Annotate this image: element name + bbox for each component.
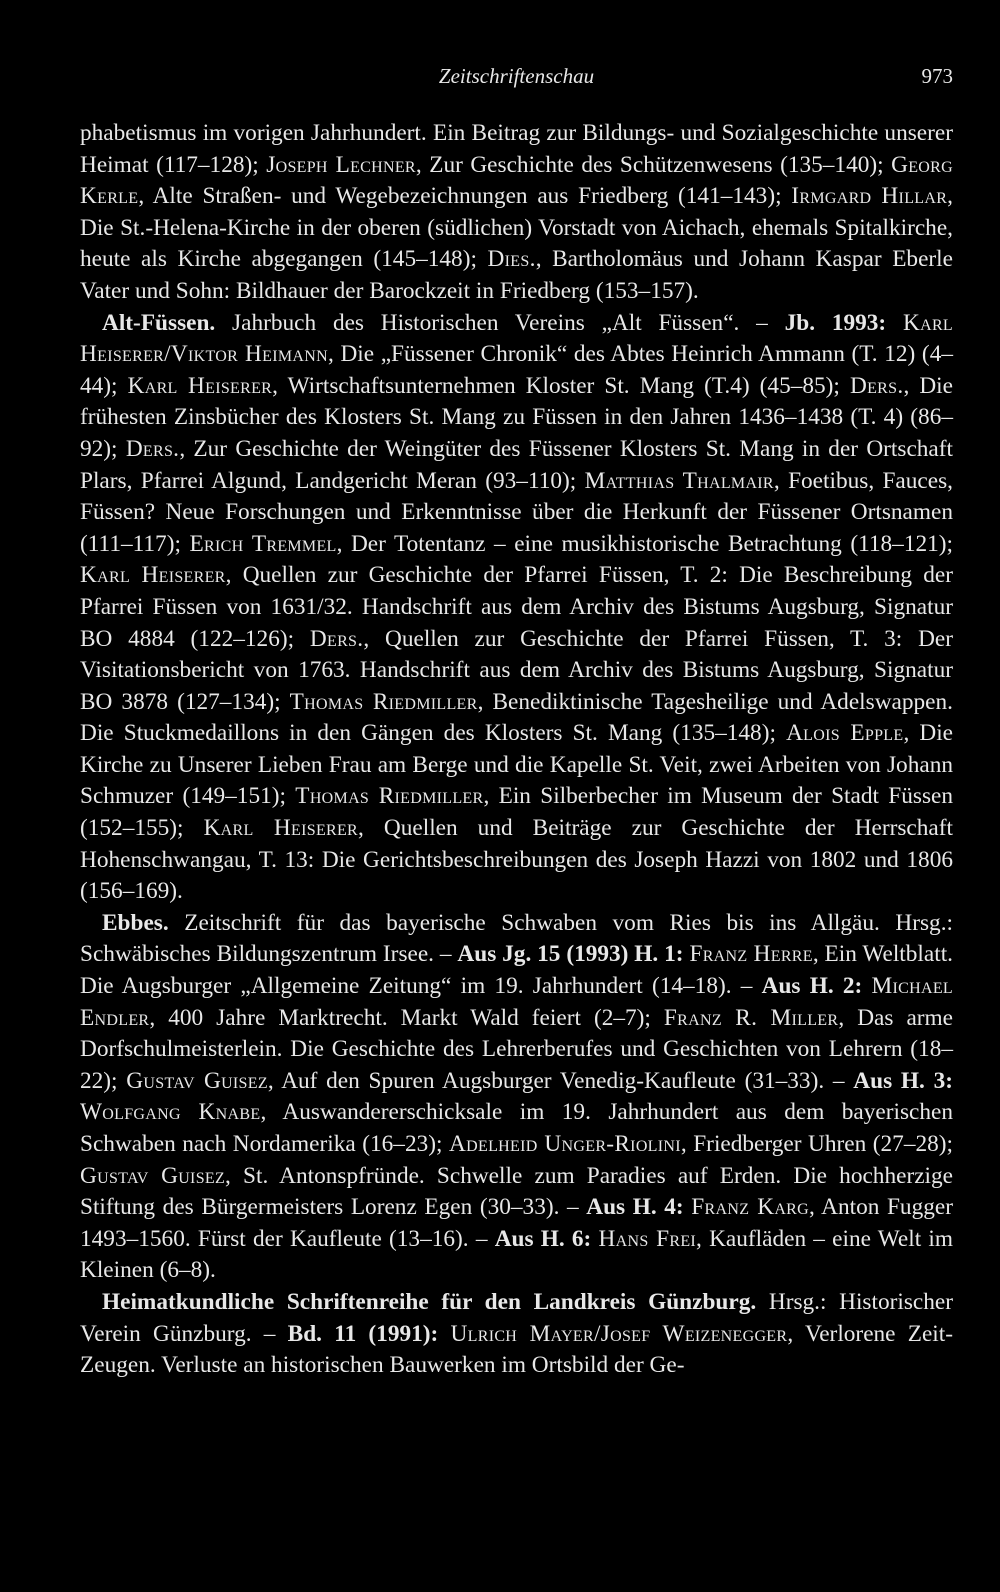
author-name: Georg Kerle [80, 151, 953, 210]
journal-entry-paragraph [80, 908, 953, 1287]
text-run: , Quellen und Beiträge zur Geschichte der Herrschaft Hohenschwangau, T. 13: Die Gerichtsbeschreibungen des Joseph Hazzi von 1802 und 1806 (156–169). [80, 815, 953, 905]
author-name: Karl Heiserer/Viktor Heimann [80, 309, 953, 368]
document-page [80, 58, 953, 1382]
bold-heading: Alt-Füssen. [102, 309, 216, 336]
text-run: , Kaufläden – eine Welt im Kleinen (6–8). [80, 1225, 953, 1284]
bold-heading: Aus Jg. 15 (1993) H. 1: [457, 941, 684, 968]
text-run: , Quellen zur Geschichte der Pfarrei Füssen, T. 2: Die Beschreibung der Pfarrei Füssen von 1631/32. Handschrift aus dem Archiv des Bistums Augsburg, Signatur BO 4884 (122–126); [80, 562, 953, 652]
page-number: 973 [921, 64, 953, 88]
author-name: Adelheid Unger-Riolini [449, 1131, 681, 1157]
text-run: , Friedberger Uhren (27–28); [680, 1131, 954, 1157]
author-name: Ders. [309, 625, 364, 652]
author-name: Karl Heiserer [127, 372, 273, 399]
text-run: , Anton Fugger 1493–1560. Fürst der Kaufleute (13–16). – [80, 1194, 953, 1252]
author-name: Hans Frei [598, 1225, 697, 1252]
text-run: , Die Kirche zu Unserer Lieben Frau am Berge und die Kapelle St. Veit, zwei Arbeiten von Johann Schmuzer (149–151); [80, 720, 954, 810]
author-name: Thomas Riedmiller [295, 783, 484, 810]
bold-heading: Jb. 1993: [784, 309, 887, 336]
author-name: Karl Heiserer [80, 562, 226, 589]
text-run: , Ein Silberbecher im Museum der Stadt Füssen (152–155); [80, 783, 953, 842]
author-name: Franz Herre [689, 941, 813, 968]
text-run: , Alte Straßen- und Wegebezeichnungen aus Friedberg (141–143); [138, 183, 792, 210]
text-run: , Der Totentanz – eine musikhistorische Betrachtung (118–121); [336, 530, 953, 557]
text-run: , Das arme Dorfschulmeisterlein. Die Geschichte des Lehrerberufes und Geschichten von Lehrern (18–22); [80, 1004, 954, 1094]
text-run: Hrsg.: Historischer Verein Günzburg. – [80, 1288, 953, 1347]
bold-heading: Heimatkundliche Schriftenreihe für den Landkreis Günzburg. [102, 1288, 757, 1315]
text-run: , Auswandererschicksale im 19. Jahrhundert aus dem bayerischen Schwaben nach Nordamerika (16–23); [80, 1099, 953, 1157]
author-name: Matthias Thalmair [584, 467, 774, 494]
body-text [80, 118, 953, 1382]
author-name: Ulrich Mayer/Josef Weizenegger [450, 1320, 788, 1347]
author-name: Wolfgang Knabe [80, 1099, 261, 1126]
author-name: Gustav Guisez [80, 1162, 226, 1189]
text-run: , Verlorene Zeit-Zeugen. Verluste an historischen Bauwerken im Ortsbild der Ge- [80, 1320, 954, 1379]
continued-paragraph [80, 118, 953, 308]
bold-heading: Aus H. 3: [853, 1067, 953, 1094]
text-run: , Wirtschaftsunternehmen Kloster St. Mang (T.4) (45–85); [272, 372, 850, 399]
text-run: , Foetibus, Fauces, Füssen? Neue Forschungen und Erkenntnisse über die Herkunft der Füssener Ortsnamen (111–117); [80, 467, 953, 557]
text-run: , Bartholomäus und Johann Kaspar Eberle Vater und Sohn: Bildhauer der Barockzeit in Friedberg (153–157). [80, 246, 953, 304]
author-name: Karl Heiserer [203, 815, 359, 842]
text-run: phabetismus im vorigen Jahrhundert. Ein Beitrag zur Bildungs- und Sozialgeschichte unserer Heimat (117–128); [80, 120, 953, 178]
author-name: Irmgard Hillar [791, 183, 948, 210]
author-name: Alois Epple [786, 720, 904, 747]
text-run [886, 310, 903, 336]
author-name: Franz R. Miller [663, 1004, 839, 1031]
author-name: Gustav Guisez [126, 1067, 268, 1094]
text-run: Zeitschrift für das bayerische Schwaben vom Ries bis ins Allgäu. Hrsg.: Schwäbisches Bildungszentrum Irsee. – [80, 909, 953, 968]
text-run: , Quellen zur Geschichte der Pfarrei Füssen, T. 3: Der Visitationsbericht von 1763. Handschrift aus dem Archiv des Bistums Augsburg, Signatur BO 3878 (127–134); [80, 625, 954, 715]
text-run: , 400 Jahre Marktrecht. Markt Wald feiert (2–7); [149, 1004, 664, 1031]
bold-heading: Bd. 11 (1991): [287, 1320, 439, 1347]
text-run: , St. Antonspfründe. Schwelle zum Paradies auf Erden. Die hochherzige Stiftung des Bürgermeisters Lorenz Egen (30–33). – [80, 1162, 954, 1221]
page-header [80, 58, 953, 94]
bold-heading: Aus H. 4: [586, 1194, 684, 1221]
text-run: , Die frühesten Zinsbücher des Klosters St. Mang zu Füssen in den Jahren 1436–1438 (T. 4) (86–92); [80, 372, 953, 462]
journal-entry-paragraph [80, 308, 953, 908]
text-run: , Zur Geschichte der Weingüter des Füssener Klosters St. Mang in der Ortschaft Plars, Pfarrei Algund, Landgericht Meran (93–110); [80, 435, 953, 494]
text-run: Jahrbuch des Historischen Vereins „Alt Füssen“. – [215, 309, 785, 336]
author-name: Franz Karg [691, 1194, 809, 1221]
author-name: Ders. [125, 435, 180, 462]
bold-heading: Aus H. 2: [761, 973, 863, 1000]
text-run [862, 973, 871, 999]
author-name: Joseph Lechner [266, 151, 416, 178]
text-run: , Ein Weltblatt. Die Augsburger „Allgemeine Zeitung“ im 19. Jahrhundert (14–18). – [80, 941, 953, 1000]
text-run: , Die „Füssener Chronik“ des Abtes Heinrich Ammann (T. 12) (4–44); [80, 341, 953, 399]
running-title: Zeitschriftenschau [438, 64, 595, 88]
author-name: Thomas Riedmiller [289, 688, 478, 715]
text-run [438, 1321, 450, 1347]
text-run: , Benediktinische Tagesheilige und Adelswappen. Die Stuckmedaillons in den Gängen des Klosters St. Mang (135–148); [80, 688, 953, 747]
author-name: Erich Tremmel [189, 530, 337, 557]
bold-heading: Aus H. 6: [494, 1225, 592, 1252]
author-name: Michael Endler [80, 973, 953, 1031]
author-name: Dies. [487, 246, 536, 273]
text-run: , Auf den Spuren Augsburger Venedig-Kaufleute (31–33). – [267, 1067, 854, 1094]
text-run [591, 1226, 598, 1252]
journal-entry-paragraph [80, 1287, 953, 1382]
text-run: , Zur Geschichte des Schützenwesens (135–140); [415, 151, 892, 178]
text-run: , Die St.-Helena-Kirche in der oberen (südlichen) Vorstadt von Aichach, ehemals Spitalkirche, heute als Kirche abgegangen (145–148); [80, 183, 953, 273]
author-name: Ders. [849, 372, 904, 399]
bold-heading: Ebbes. [102, 909, 169, 936]
